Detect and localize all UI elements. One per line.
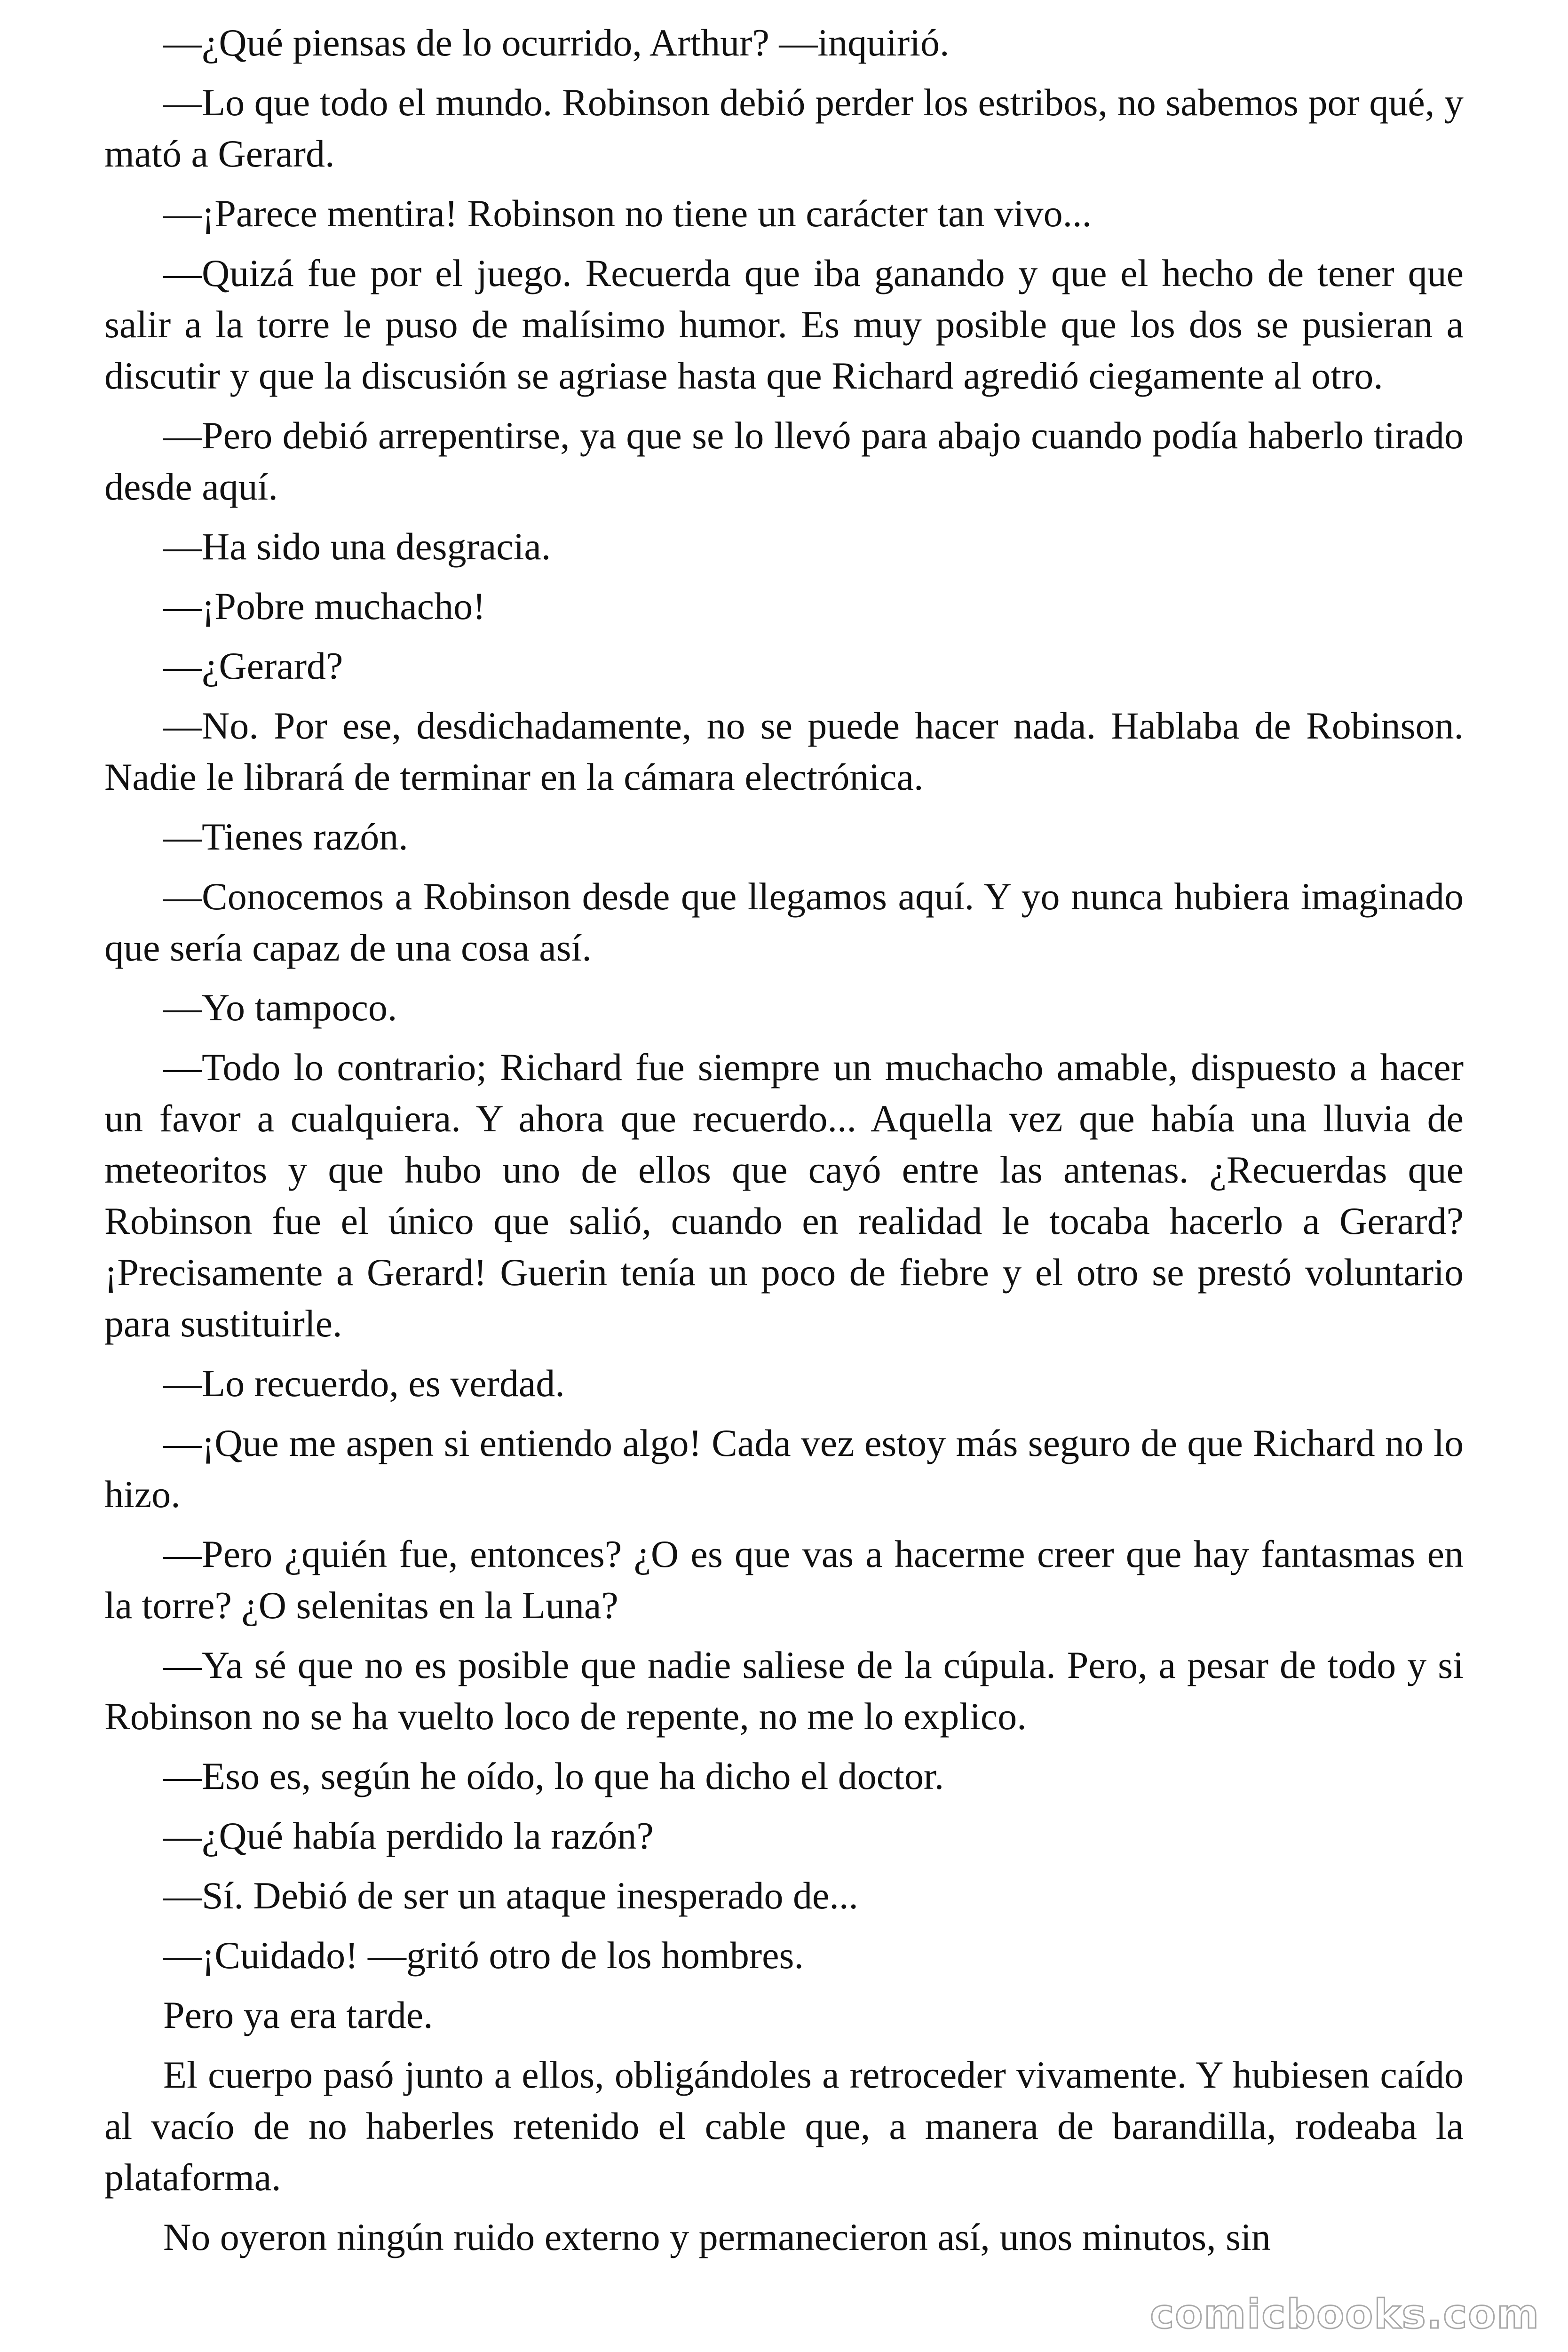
- paragraph: —Yo tampoco.: [163, 986, 397, 1029]
- paragraph: —Eso es, según he oído, lo que ha dicho el doctor.: [163, 1755, 944, 1797]
- paragraph: —¿Qué piensas de lo ocurrido, Arthur? —inquirió.: [163, 21, 950, 64]
- paragraph: El cuerpo pasó junto a ellos, obligándoles a retroceder vivamente. Y hubiesen caído al vacío de no haberles retenido el cable que, a manera de barandilla, rodeaba la plataforma.: [104, 2053, 1464, 2199]
- paragraph: —Sí. Debió de ser un ataque inesperado de...: [163, 1874, 858, 1917]
- paragraph: —Tienes razón.: [163, 815, 408, 858]
- paragraph: —Todo lo contrario; Richard fue siempre un muchacho amable, dispuesto a hacer un favor a cualquiera. Y ahora que recuerdo... Aquella vez que había una lluvia de meteoritos y que hubo uno de ellos que cayó entre las antenas. ¿Recuerdas que Robinson fue el único que salió, cuando en realidad le tocaba hacerlo a Gerard? ¡Precisamente a Gerard! Guerin tenía un poco de fiebre y el otro se prestó voluntario para sustituirle.: [104, 1046, 1464, 1345]
- paragraph: —Pero ¿quién fue, entonces? ¿O es que vas a hacerme creer que hay fantasmas en la torre? ¿O selenitas en la Luna?: [104, 1533, 1464, 1627]
- paragraph: —Pero debió arrepentirse, ya que se lo llevó para abajo cuando podía haberlo tirado desde aquí.: [104, 414, 1464, 508]
- paragraph: —Lo recuerdo, es verdad.: [163, 1362, 565, 1405]
- paragraph: —Ha sido una desgracia.: [163, 525, 551, 568]
- document-page: [104, 17, 1464, 2271]
- watermark: comicbooks.com: [1150, 2291, 1540, 2338]
- paragraph: No oyeron ningún ruido externo y permanecieron así, unos minutos, sin: [163, 2216, 1271, 2258]
- paragraph: —¡Que me aspen si entiendo algo! Cada vez estoy más seguro de que Richard no lo hizo.: [104, 1422, 1464, 1516]
- paragraph: —¿Qué había perdido la razón?: [163, 1814, 654, 1857]
- paragraph: —Ya sé que no es posible que nadie saliese de la cúpula. Pero, a pesar de todo y si Robinson no se ha vuelto loco de repente, no me lo explico.: [104, 1644, 1464, 1738]
- paragraph: —¡Pobre muchacho!: [163, 585, 486, 628]
- paragraph: —Conocemos a Robinson desde que llegamos aquí. Y yo nunca hubiera imaginado que sería capaz de una cosa así.: [104, 875, 1464, 969]
- paragraph: —No. Por ese, desdichadamente, no se puede hacer nada. Hablaba de Robinson. Nadie le librará de terminar en la cámara electrónica.: [104, 704, 1464, 798]
- paragraph: —¡Parece mentira! Robinson no tiene un carácter tan vivo...: [163, 192, 1092, 235]
- paragraph: —¡Cuidado! —gritó otro de los hombres.: [163, 1934, 804, 1977]
- paragraph: —Quizá fue por el juego. Recuerda que iba ganando y que el hecho de tener que salir a la torre le puso de malísimo humor. Es muy posible que los dos se pusieran a discutir y que la discusión se agriase hasta que Richard agredió ciegamente al otro.: [104, 252, 1464, 397]
- paragraph: Pero ya era tarde.: [163, 1994, 433, 2036]
- paragraph: —Lo que todo el mundo. Robinson debió perder los estribos, no sabemos por qué, y mató a Gerard.: [104, 81, 1464, 175]
- paragraph: —¿Gerard?: [163, 644, 343, 687]
